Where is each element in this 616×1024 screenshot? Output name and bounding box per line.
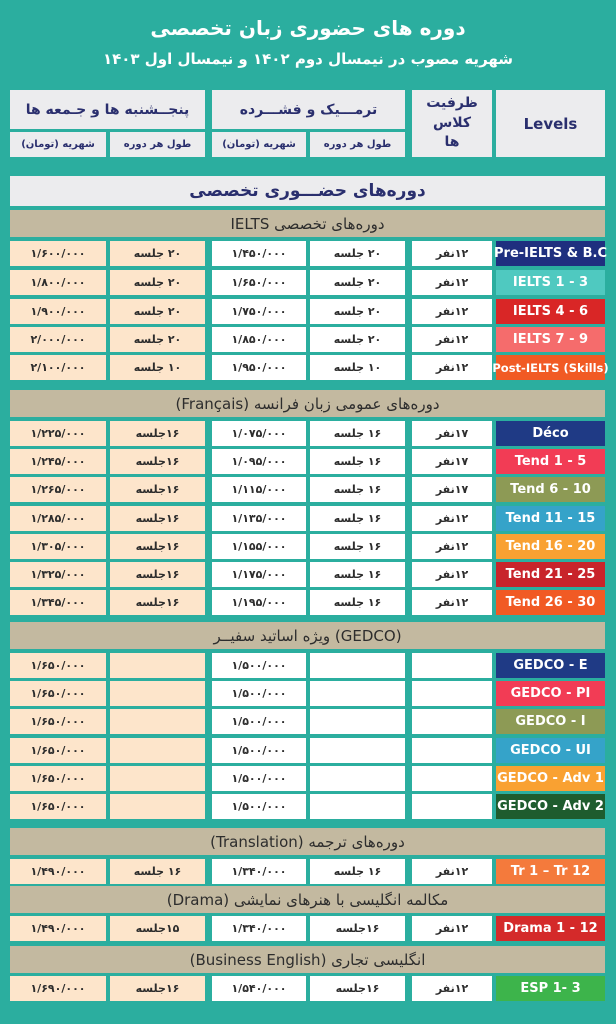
level-badge: GEDCO - Adv 1 <box>496 766 605 791</box>
header-weekend-duration: طول هر دوره <box>110 132 205 157</box>
level-badge: GEDCO - I <box>496 709 605 734</box>
section-title: انگلیسی تجاری (Business English) <box>10 946 605 973</box>
weekday-fee-cell: ۱/۳۴۰/۰۰۰ <box>212 916 306 941</box>
weekday-fee-cell: ۱/۱۵۵/۰۰۰ <box>212 534 306 559</box>
header-weekday-duration: طول هر دوره <box>310 132 405 157</box>
weekday-duration-cell <box>310 794 405 819</box>
weekend-fee-cell: ۱/۶۵۰/۰۰۰ <box>10 709 106 734</box>
level-badge: GEDCO - Adv 2 <box>496 794 605 819</box>
capacity-cell: ۱۲نفر <box>412 355 492 380</box>
level-badge: GEDCO - PI <box>496 681 605 706</box>
weekend-duration-cell: ۱۶جلسه <box>110 506 205 531</box>
weekend-duration-cell: ۱۶جلسه <box>110 562 205 587</box>
weekday-duration-cell <box>310 653 405 678</box>
header-weekday-group: ترمـــیک و فشـــرده <box>212 90 405 129</box>
capacity-cell: ۱۲نفر <box>412 562 492 587</box>
weekend-fee-cell: ۱/۶۵۰/۰۰۰ <box>10 653 106 678</box>
weekday-fee-cell: ۱/۰۷۵/۰۰۰ <box>212 421 306 446</box>
weekend-fee-cell: ۱/۲۴۵/۰۰۰ <box>10 449 106 474</box>
weekend-fee-cell: ۱/۳۰۵/۰۰۰ <box>10 534 106 559</box>
weekend-fee-cell: ۱/۶۵۰/۰۰۰ <box>10 794 106 819</box>
weekend-duration-cell: ۱۶جلسه <box>110 477 205 502</box>
weekend-fee-cell: ۱/۳۴۵/۰۰۰ <box>10 590 106 615</box>
weekend-fee-cell: ۱/۸۰۰/۰۰۰ <box>10 270 106 295</box>
weekend-duration-cell: ۱۶جلسه <box>110 421 205 446</box>
header-weekday-fee: شهریه (تومان) <box>212 132 306 157</box>
weekday-fee-cell: ۱/۴۵۰/۰۰۰ <box>212 241 306 266</box>
weekday-duration-cell: ۱۶ جلسه <box>310 590 405 615</box>
level-badge: IELTS 7 - 9 <box>496 327 605 352</box>
weekday-duration-cell: ۱۶ جلسه <box>310 562 405 587</box>
weekday-fee-cell: ۱/۱۹۵/۰۰۰ <box>212 590 306 615</box>
main-banner: دوره‌های حضـــوری تخصصی <box>10 176 605 206</box>
level-badge: Tend 11 - 15 <box>496 506 605 531</box>
weekend-fee-cell: ۱/۶۵۰/۰۰۰ <box>10 681 106 706</box>
capacity-cell <box>412 681 492 706</box>
weekday-fee-cell: ۱/۹۵۰/۰۰۰ <box>212 355 306 380</box>
weekend-duration-cell: ۲۰ جلسه <box>110 270 205 295</box>
weekend-duration-cell: ۱۶ جلسه <box>110 859 205 884</box>
weekend-fee-cell: ۱/۴۹۰/۰۰۰ <box>10 859 106 884</box>
weekday-duration-cell: ۱۶جلسه <box>310 976 405 1001</box>
capacity-cell: ۱۲نفر <box>412 916 492 941</box>
weekday-duration-cell: ۱۶ جلسه <box>310 449 405 474</box>
section-title: مکالمه انگلیسی با هنرهای نمایشی (Drama) <box>10 886 605 913</box>
weekend-fee-cell: ۱/۶۵۰/۰۰۰ <box>10 738 106 763</box>
weekday-duration-cell <box>310 681 405 706</box>
level-badge: Tend 6 - 10 <box>496 477 605 502</box>
level-badge: Tr 1 – Tr 12 <box>496 859 605 884</box>
weekend-fee-cell: ۱/۲۶۵/۰۰۰ <box>10 477 106 502</box>
weekend-duration-cell <box>110 681 205 706</box>
weekend-duration-cell: ۲۰ جلسه <box>110 299 205 324</box>
weekday-fee-cell: ۱/۱۳۵/۰۰۰ <box>212 506 306 531</box>
capacity-cell: ۱۷نفر <box>412 421 492 446</box>
weekday-duration-cell: ۱۶ جلسه <box>310 477 405 502</box>
capacity-cell: ۱۷نفر <box>412 477 492 502</box>
capacity-cell: ۱۲نفر <box>412 299 492 324</box>
header-weekend-fee: شهریه (تومان) <box>10 132 106 157</box>
capacity-cell: ۱۷نفر <box>412 449 492 474</box>
page-title: دوره های حضوری زبان تخصصی <box>150 16 466 40</box>
weekday-fee-cell: ۱/۵۰۰/۰۰۰ <box>212 653 306 678</box>
capacity-cell: ۱۲نفر <box>412 270 492 295</box>
capacity-cell: ۱۲نفر <box>412 327 492 352</box>
weekend-fee-cell: ۱/۴۹۰/۰۰۰ <box>10 916 106 941</box>
capacity-cell <box>412 709 492 734</box>
weekday-fee-cell: ۱/۱۷۵/۰۰۰ <box>212 562 306 587</box>
weekend-fee-cell: ۱/۳۲۵/۰۰۰ <box>10 562 106 587</box>
weekend-duration-cell: ۱۰ جلسه <box>110 355 205 380</box>
weekday-duration-cell: ۲۰ جلسه <box>310 299 405 324</box>
capacity-cell: ۱۲نفر <box>412 590 492 615</box>
weekday-fee-cell: ۱/۵۰۰/۰۰۰ <box>212 766 306 791</box>
weekend-duration-cell: ۱۶جلسه <box>110 590 205 615</box>
weekday-fee-cell: ۱/۰۹۵/۰۰۰ <box>212 449 306 474</box>
weekday-fee-cell: ۱/۵۰۰/۰۰۰ <box>212 709 306 734</box>
section-title: دوره‌های ترجمه (Translation) <box>10 828 605 855</box>
capacity-cell <box>412 738 492 763</box>
weekday-fee-cell: ۱/۶۵۰/۰۰۰ <box>212 270 306 295</box>
weekday-duration-cell: ۱۰ جلسه <box>310 355 405 380</box>
weekend-fee-cell: ۱/۶۹۰/۰۰۰ <box>10 976 106 1001</box>
page-subtitle: شهریه مصوب در نیمسال دوم ۱۴۰۲ و نیمسال اول ۱۴۰۳ <box>102 50 514 68</box>
weekday-fee-cell: ۱/۵۰۰/۰۰۰ <box>212 738 306 763</box>
section-title: دوره‌های تخصصی IELTS <box>10 210 605 237</box>
weekday-duration-cell: ۱۶ جلسه <box>310 859 405 884</box>
weekday-duration-cell: ۲۰ جلسه <box>310 327 405 352</box>
level-badge: Tend 1 - 5 <box>496 449 605 474</box>
weekend-fee-cell: ۲/۰۰۰/۰۰۰ <box>10 327 106 352</box>
weekend-duration-cell <box>110 709 205 734</box>
weekday-duration-cell <box>310 738 405 763</box>
weekend-duration-cell <box>110 653 205 678</box>
weekend-duration-cell <box>110 794 205 819</box>
section-title: (GEDCO) ویژه اساتید سفیــر <box>10 622 605 649</box>
capacity-cell <box>412 653 492 678</box>
capacity-cell: ۱۲نفر <box>412 506 492 531</box>
weekday-duration-cell: ۱۶ جلسه <box>310 534 405 559</box>
weekend-duration-cell <box>110 738 205 763</box>
level-badge: GEDCO - E <box>496 653 605 678</box>
weekday-duration-cell: ۱۶ جلسه <box>310 421 405 446</box>
header-capacity: ظرفیت کلاس ها <box>412 90 492 157</box>
level-badge: Drama 1 - 12 <box>496 916 605 941</box>
level-badge: Tend 21 - 25 <box>496 562 605 587</box>
weekday-fee-cell: ۱/۷۵۰/۰۰۰ <box>212 299 306 324</box>
section-title: دوره‌های عمومی زبان فرانسه (Français) <box>10 390 605 417</box>
weekend-duration-cell <box>110 766 205 791</box>
weekend-fee-cell: ۱/۶۰۰/۰۰۰ <box>10 241 106 266</box>
weekend-duration-cell: ۱۵جلسه <box>110 916 205 941</box>
capacity-cell: ۱۲نفر <box>412 534 492 559</box>
weekday-fee-cell: ۱/۵۴۰/۰۰۰ <box>212 976 306 1001</box>
weekday-fee-cell: ۱/۳۴۰/۰۰۰ <box>212 859 306 884</box>
weekend-duration-cell: ۱۶جلسه <box>110 976 205 1001</box>
weekday-duration-cell: ۲۰ جلسه <box>310 241 405 266</box>
header-levels: Levels <box>496 90 605 157</box>
level-badge: GEDCO - UI <box>496 738 605 763</box>
weekday-fee-cell: ۱/۵۰۰/۰۰۰ <box>212 681 306 706</box>
capacity-cell: ۱۲نفر <box>412 241 492 266</box>
weekday-duration-cell: ۲۰ جلسه <box>310 270 405 295</box>
level-badge: Tend 16 - 20 <box>496 534 605 559</box>
weekday-duration-cell: ۱۶ جلسه <box>310 506 405 531</box>
level-badge: IELTS 4 - 6 <box>496 299 605 324</box>
weekend-fee-cell: ۲/۱۰۰/۰۰۰ <box>10 355 106 380</box>
level-badge: Post-IELTS (Skills) <box>496 355 605 380</box>
level-badge: Pre-IELTS & B.C <box>496 241 605 266</box>
weekend-duration-cell: ۲۰ جلسه <box>110 241 205 266</box>
level-badge: Tend 26 - 30 <box>496 590 605 615</box>
weekend-fee-cell: ۱/۶۵۰/۰۰۰ <box>10 766 106 791</box>
level-badge: ESP 1- 3 <box>496 976 605 1001</box>
header-weekend-group: پنجــشنبه ها و جـمعه ها <box>10 90 205 129</box>
weekday-duration-cell <box>310 709 405 734</box>
capacity-cell <box>412 794 492 819</box>
capacity-cell: ۱۲نفر <box>412 976 492 1001</box>
capacity-cell: ۱۲نفر <box>412 859 492 884</box>
level-badge: IELTS 1 - 3 <box>496 270 605 295</box>
weekday-fee-cell: ۱/۸۵۰/۰۰۰ <box>212 327 306 352</box>
weekend-duration-cell: ۱۶جلسه <box>110 534 205 559</box>
weekday-fee-cell: ۱/۵۰۰/۰۰۰ <box>212 794 306 819</box>
weekend-fee-cell: ۱/۲۲۵/۰۰۰ <box>10 421 106 446</box>
weekend-duration-cell: ۱۶جلسه <box>110 449 205 474</box>
level-badge: Déco <box>496 421 605 446</box>
weekday-fee-cell: ۱/۱۱۵/۰۰۰ <box>212 477 306 502</box>
weekend-duration-cell: ۲۰ جلسه <box>110 327 205 352</box>
weekend-fee-cell: ۱/۲۸۵/۰۰۰ <box>10 506 106 531</box>
weekday-duration-cell <box>310 766 405 791</box>
capacity-cell <box>412 766 492 791</box>
weekend-fee-cell: ۱/۹۰۰/۰۰۰ <box>10 299 106 324</box>
weekday-duration-cell: ۱۶جلسه <box>310 916 405 941</box>
